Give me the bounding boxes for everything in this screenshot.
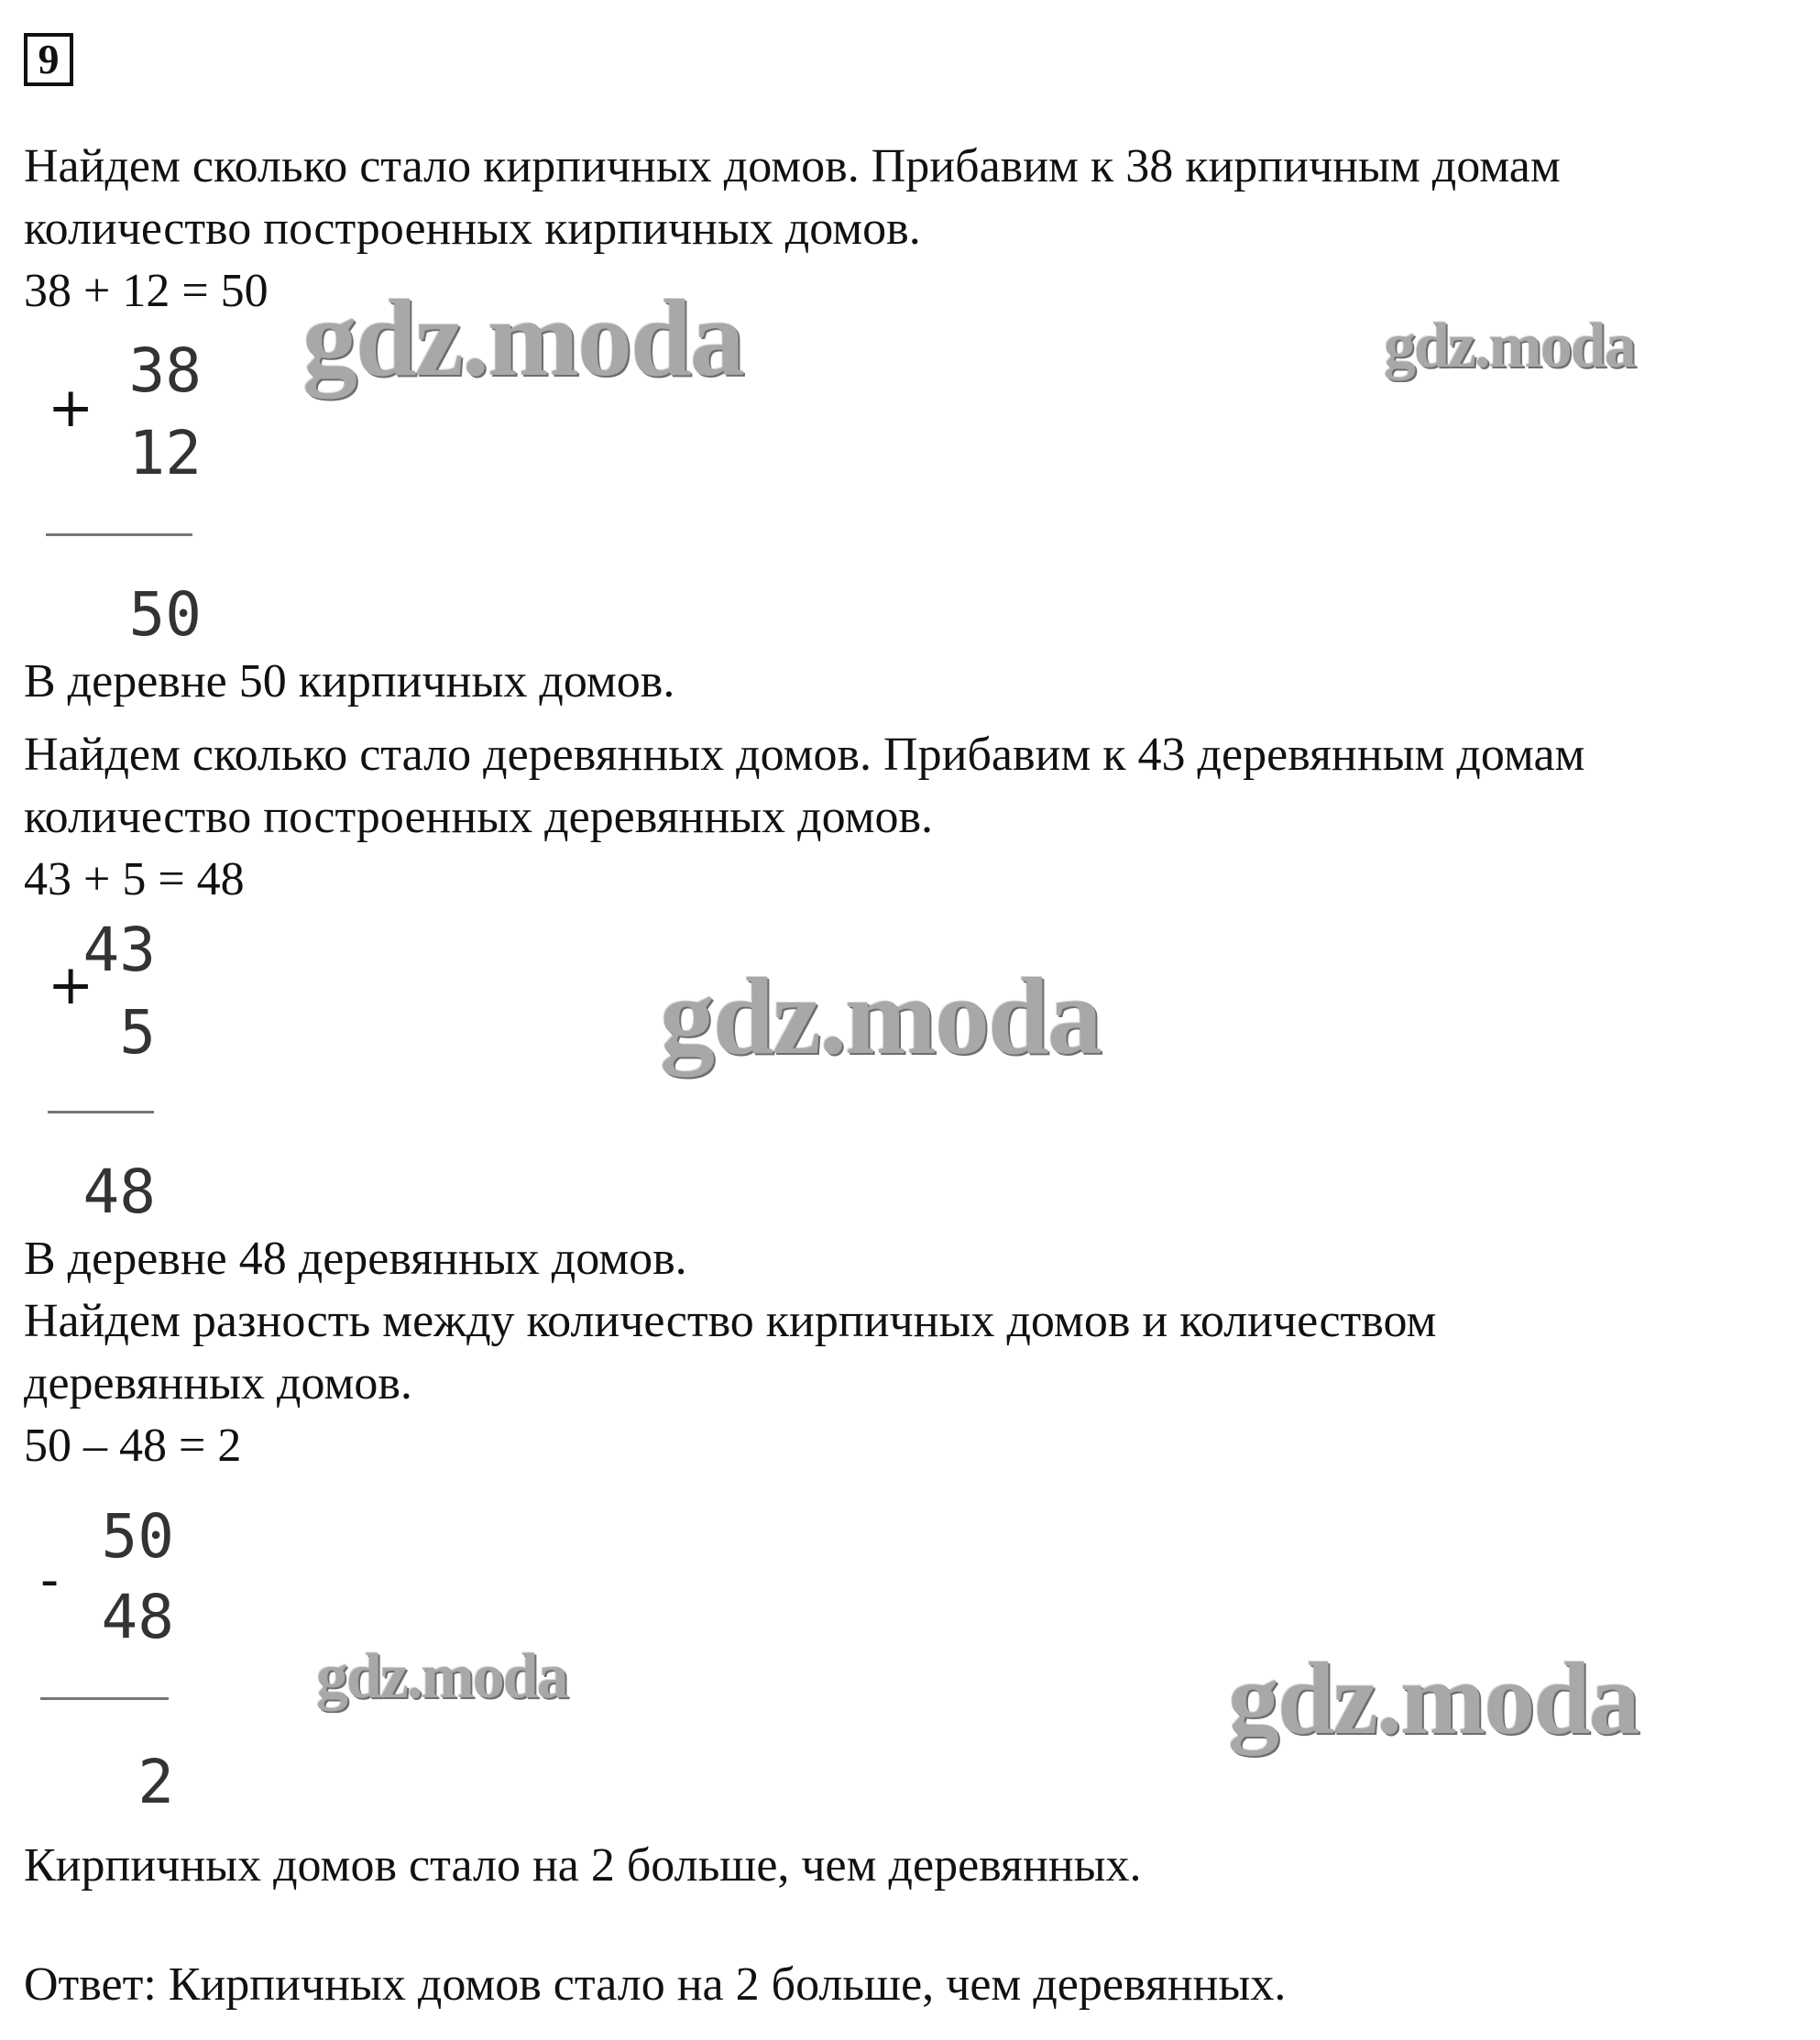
column-divider: [40, 1697, 169, 1700]
section2-text-line1: Найдем сколько стало деревянных домов. Прибавим к 43 деревянным домам: [24, 729, 1585, 781]
section1-column-addition: [37, 330, 202, 651]
section1-text-line2: количество построенных кирпичных домов.: [24, 203, 921, 255]
section3-column-subtraction: [37, 1503, 174, 1815]
minus-sign: -: [40, 1551, 60, 1610]
section3-text-line1: Найдем разность между количество кирпичных домов и количеством: [24, 1295, 1437, 1347]
plus-sign: +: [48, 376, 94, 440]
answer-text: Ответ: Кирпичных домов стало на 2 больше, чем деревянных.: [24, 1958, 1287, 2011]
section1-conclusion: В деревне 50 кирпичных домов.: [24, 655, 675, 707]
column-result: 48: [82, 1157, 156, 1227]
section2-equation: 43 + 5 = 48: [24, 853, 245, 905]
watermark-logo: gdz.moda: [316, 1641, 567, 1712]
column-top-operand: 43: [82, 915, 156, 985]
watermark-logo: gdz.moda: [660, 955, 1101, 1077]
section3-text-line2: деревянных домов.: [24, 1357, 412, 1409]
column-result: 50: [128, 579, 202, 650]
watermark-logo: gdz.moda: [302, 277, 743, 399]
section2-conclusion: В деревне 48 деревянных домов.: [24, 1233, 687, 1285]
watermark-logo: gdz.moda: [1228, 1642, 1639, 1756]
column-bottom-operand: 12: [128, 418, 202, 488]
section1-text-line1: Найдем сколько стало кирпичных домов. Прибавим к 38 кирпичным домам: [24, 140, 1561, 192]
section3-equation: 50 – 48 = 2: [24, 1420, 242, 1472]
column-bottom-operand: 5: [119, 997, 156, 1068]
task-number: 9: [24, 33, 73, 86]
watermark-logo: gdz.moda: [1384, 311, 1635, 381]
column-bottom-operand: 48: [101, 1582, 174, 1652]
section2-text-line2: количество построенных деревянных домов.: [24, 791, 934, 843]
section3-conclusion: Кирпичных домов стало на 2 больше, чем деревянных.: [24, 1839, 1142, 1892]
section2-column-addition: [37, 916, 156, 1228]
column-top-operand: 38: [128, 335, 202, 406]
column-result: 2: [137, 1747, 174, 1817]
plus-sign: +: [48, 953, 94, 1017]
column-divider: [48, 1111, 154, 1113]
column-top-operand: 50: [101, 1501, 174, 1572]
column-divider: [46, 533, 192, 536]
section1-equation: 38 + 12 = 50: [24, 265, 269, 317]
